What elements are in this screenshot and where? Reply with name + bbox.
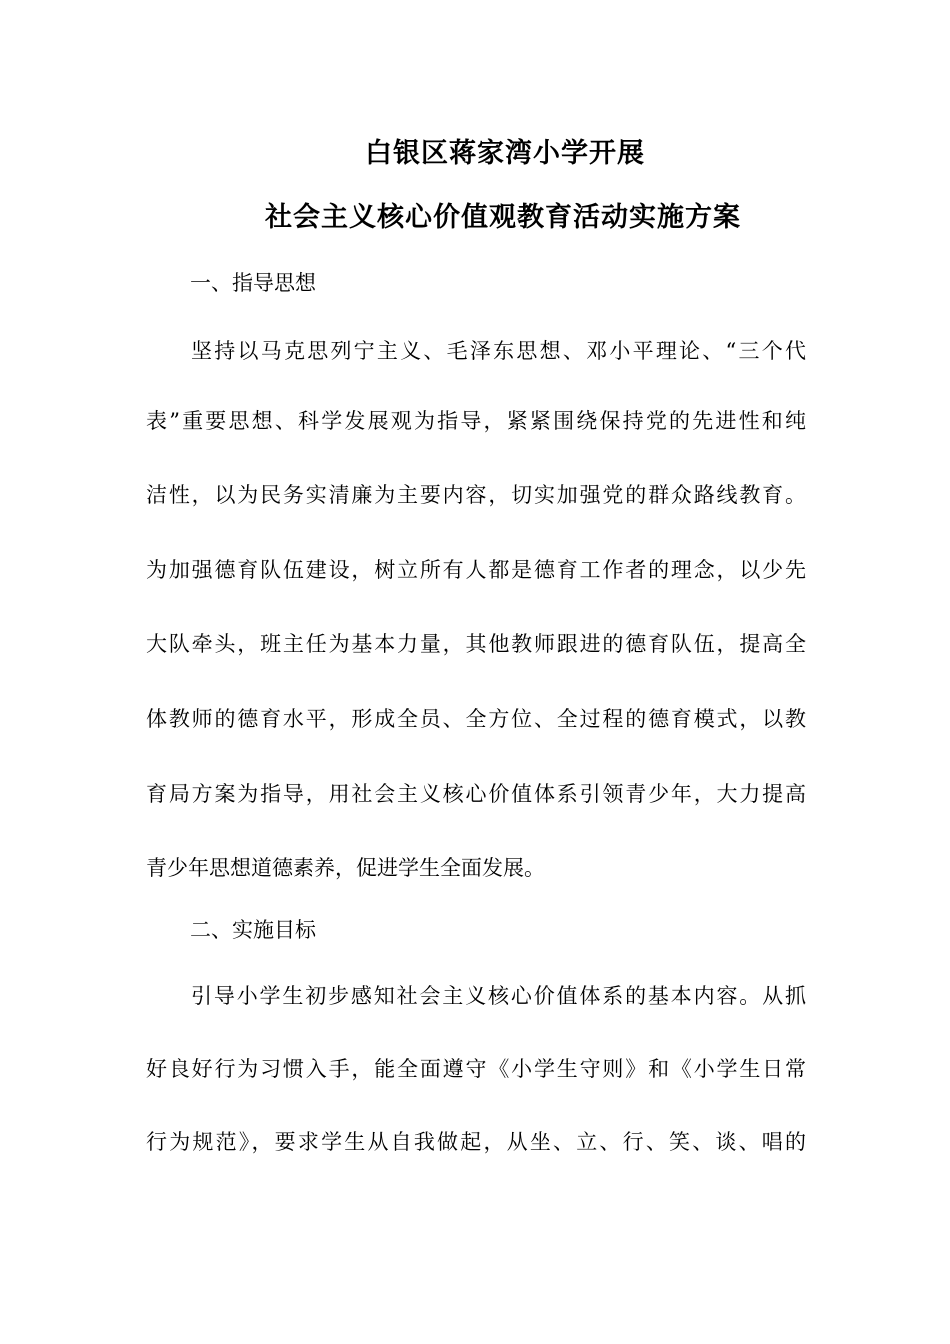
paragraph-line: 青少年思想道德素养，促进学生全面发展。	[146, 856, 545, 880]
paragraph-line: 行为规范》，要求学生从自我做起，从坐、立、行、笑、谈、唱的	[146, 1130, 806, 1154]
paragraph-line: 为加强德育队伍建设，树立所有人都是德育工作者的理念，以少先	[146, 558, 806, 582]
document-title-line1: 白银区蒋家湾小学开展	[365, 138, 645, 169]
section-heading-guiding-ideology: 一、指导思想	[190, 271, 316, 295]
section-heading-implementation-goals: 二、实施目标	[190, 918, 316, 942]
paragraph-line: 引导小学生初步感知社会主义核心价值体系的基本内容。从抓	[191, 984, 806, 1008]
paragraph-line: 大队牵头，班主任为基本力量，其他教师跟进的德育队伍，提高全	[146, 632, 806, 656]
paragraph-line: 坚持以马克思列宁主义、毛泽东思想、邓小平理论、“三个代	[191, 339, 806, 363]
paragraph-line: 育局方案为指导，用社会主义核心价值体系引领青少年，大力提高	[146, 782, 806, 806]
paragraph-line: 洁性，以为民务实清廉为主要内容，切实加强党的群众路线教育。	[146, 483, 806, 507]
paragraph-line: 表”重要思想、科学发展观为指导，紧紧围绕保持党的先进性和纯	[146, 409, 806, 433]
document-title-line2: 社会主义核心价值观教育活动实施方案	[265, 202, 741, 233]
paragraph-line: 体教师的德育水平，形成全员、全方位、全过程的德育模式，以教	[146, 707, 806, 731]
paragraph-line: 好良好行为习惯入手，能全面遵守《小学生守则》和《小学生日常	[146, 1057, 806, 1081]
